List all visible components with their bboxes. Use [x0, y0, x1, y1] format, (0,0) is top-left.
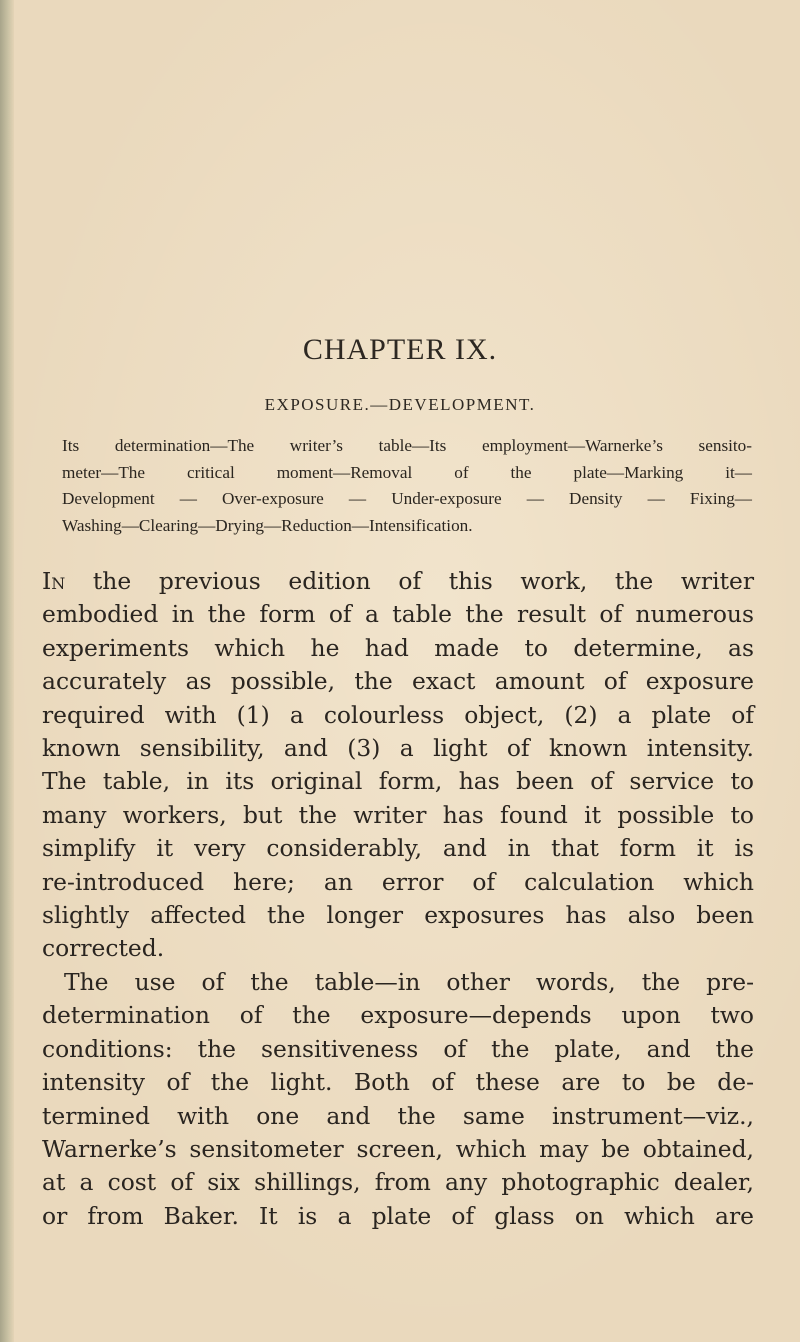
body-line: at a cost of six shillings, from any photographic dealer,	[42, 1168, 754, 1197]
body-line: known sensibility, and (3) a light of known intensity.	[42, 734, 754, 763]
chapter-synopsis	[62, 433, 752, 539]
body-line: termined with one and the same instrument—viz.,	[42, 1101, 754, 1130]
chapter-title: CHAPTER IX.	[302, 333, 498, 366]
body-line: simplify it very considerably, and in that form it is	[42, 834, 754, 863]
synopsis-line: meter—The critical moment—Removal of the plate—Marking it—	[62, 462, 752, 482]
synopsis-line: Washing—Clearing—Drying—Reduction—Intensification.	[62, 515, 473, 535]
synopsis-line: Its determination—The writer’s table—Its employment—Warnerke’s sensito-	[62, 436, 752, 455]
body-text	[42, 565, 754, 1233]
body-line: accurately as possible, the exact amount of exposure	[42, 667, 754, 696]
body-line: re-introduced here; an error of calculation which	[42, 867, 754, 896]
body-line: conditions: the sensitiveness of the plate, and the	[42, 1034, 754, 1063]
synopsis-line: Development — Over-exposure — Under-exposure — Density — Fixing—	[62, 489, 752, 508]
body-line: Warnerke’s sensitometer screen, which may be obtained,	[42, 1134, 754, 1163]
body-line: slightly affected the longer exposures has also been	[42, 901, 754, 930]
body-line: determination of the exposure—depends upon two	[42, 1001, 754, 1030]
opening-word: In	[42, 567, 66, 595]
body-line: intensity of the light. Both of these are to be de-	[42, 1068, 754, 1097]
body-line: or from Baker. It is a plate of glass on which are	[42, 1201, 754, 1230]
body-line: embodied in the form of a table the result of numerous	[42, 600, 754, 629]
paragraph-first-line	[42, 565, 754, 598]
page-binding-edge	[0, 0, 14, 1342]
chapter-subtitle: EXPOSURE.—DEVELOPMENT.	[264, 395, 536, 414]
body-line: experiments which he had made to determine, as	[42, 633, 754, 662]
body-line: many workers, but the writer has found it possible to	[42, 800, 754, 829]
body-line: The use of the table—in other words, the pre-	[64, 967, 754, 996]
first-line-text: the previous edition of this work, the writer	[65, 567, 754, 595]
body-line: corrected.	[42, 934, 165, 963]
body-line: required with (1) a colourless object, (2) a plate of	[42, 700, 754, 729]
body-line: The table, in its original form, has been of service to	[42, 767, 754, 796]
